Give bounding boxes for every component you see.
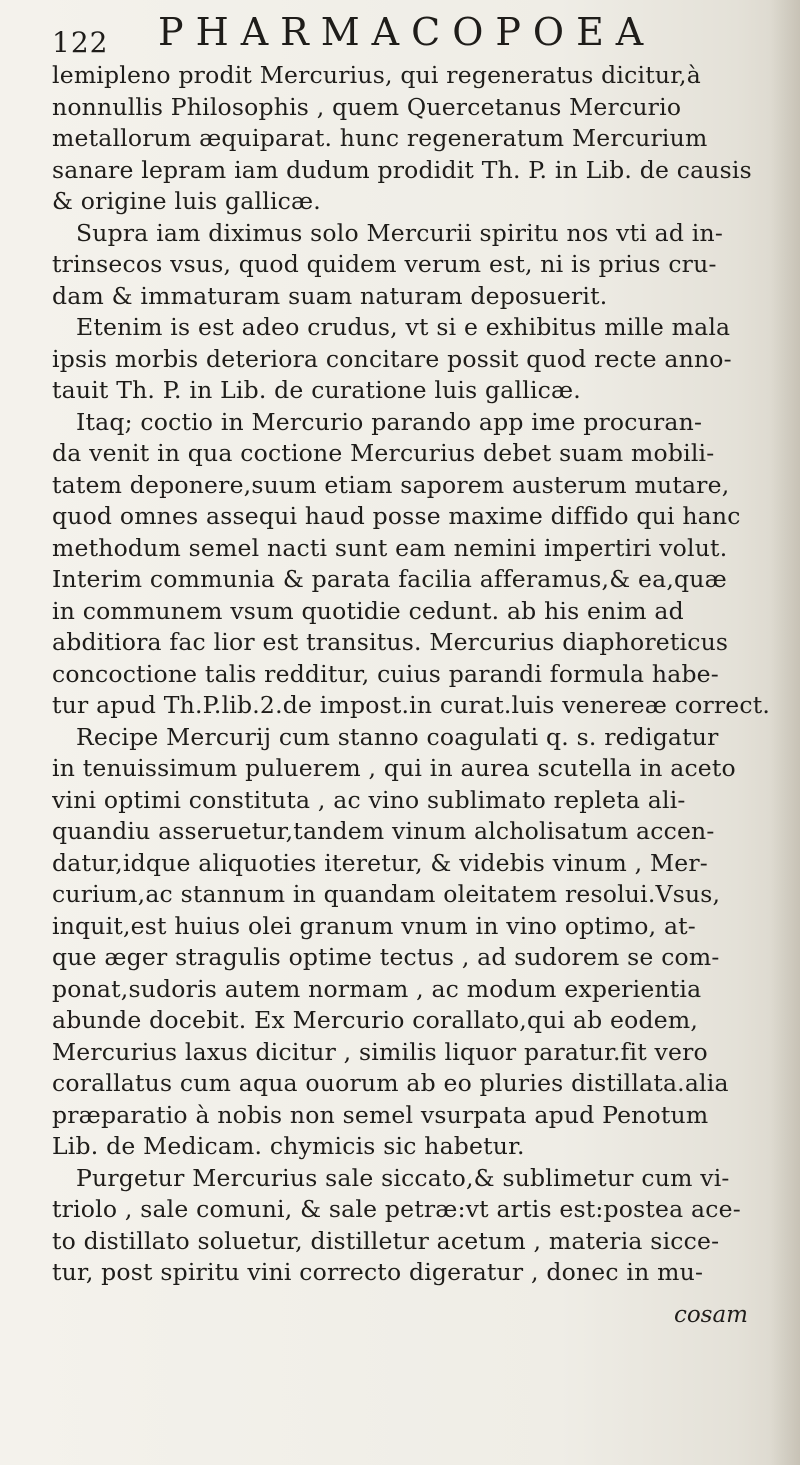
text-line: abditiora fac lior est transitus. Mercurius diaphoreticus	[52, 628, 729, 656]
text-line: abunde docebit. Ex Mercurio corallato,qui ab eodem,	[52, 1006, 698, 1034]
text-line: corallatus cum aqua ouorum ab eo pluries distillata.alia	[52, 1069, 729, 1097]
text-line: concoctione talis redditur, cuius parandi formula habe-	[52, 659, 719, 688]
text-line: da venit in qua coctione Mercurius debet suam mobili-	[52, 439, 715, 467]
text-line: triolo , sale comuni, & sale petræ:vt artis est:postea ace-	[52, 1195, 741, 1223]
text-line: curium,ac stannum in quandam oleitatem resolui.Vsus,	[52, 880, 721, 908]
text-line: ponat,sudoris autem normam , ac modum experientia	[52, 974, 702, 1003]
text-line: sanare lepram iam dudum prodidit Th. P. in Lib. de causis	[52, 155, 752, 184]
text-line: dam & immaturam suam naturam deposuerit.	[52, 281, 608, 310]
text-line: metallorum æquiparat. hunc regeneratum Mercurium	[52, 124, 708, 152]
text-line: datur,idque aliquoties iteretur, & videbis vinum , Mer-	[52, 848, 708, 877]
page-header	[52, 8, 762, 64]
running-title: PHARMACOPOEA	[158, 10, 656, 54]
text-line: nonnullis Philosophis , quem Quercetanus Mercurio	[52, 92, 682, 121]
body-text	[52, 60, 787, 1289]
page-number: 122	[52, 26, 109, 59]
text-line: tur, post spiritu vini correcto digeratur , donec in mu-	[52, 1258, 704, 1286]
text-line: tatem deponere,suum etiam saporem austerum mutare,	[52, 470, 730, 499]
text-line: præparatio à nobis non semel vsurpata apud Penotum	[52, 1100, 709, 1129]
catchword: cosam	[673, 1302, 748, 1328]
text-line: quandiu asseruetur,tandem vinum alcholisatum accen-	[52, 817, 715, 845]
text-line: quod omnes assequi haud posse maxime diffido qui hanc	[52, 502, 741, 530]
text-line: in tenuissimum puluerem , qui in aurea scutella in aceto	[52, 754, 736, 782]
text-line: Itaq; coctio in Mercurio parando app ime procuran-	[76, 407, 703, 436]
text-line: vini optimi constituta , ac vino sublimato repleta ali-	[52, 785, 686, 814]
text-line: to distillato soluetur, distilletur acetum , materia sicce-	[52, 1226, 720, 1255]
text-line: Etenim is est adeo crudus, vt si e exhibitus mille mala	[76, 313, 731, 341]
text-line: tauit Th. P. in Lib. de curatione luis gallicæ.	[52, 376, 581, 404]
text-line: Recipe Mercurij cum stanno coagulati q. s. redigatur	[76, 722, 719, 751]
text-line: que æger stragulis optime tectus , ad sudorem se com-	[52, 943, 720, 971]
text-line: tur apud Th.P.lib.2.de impost.in curat.luis venereæ correct.	[52, 691, 771, 719]
text-line: ipsis morbis deteriora concitare possit quod recte anno-	[52, 344, 732, 373]
text-line: Lib. de Medicam. chymicis sic habetur.	[52, 1132, 525, 1160]
text-line: lemipleno prodit Mercurius, qui regeneratus dicitur,à	[52, 61, 701, 89]
text-line: Supra iam diximus solo Mercurii spiritu nos vti ad in-	[76, 218, 723, 247]
text-line: in communem vsum quotidie cedunt. ab his enim ad	[52, 596, 684, 625]
text-line: inquit,est huius olei granum vnum in vino optimo, at-	[52, 911, 696, 940]
text-line: methodum semel nacti sunt eam nemini impertiri volut.	[52, 533, 728, 562]
text-line: Interim communia & parata facilia afferamus,& ea,quæ	[52, 565, 727, 593]
text-line: Mercurius laxus dicitur , similis liquor paratur.fit vero	[52, 1037, 708, 1066]
text-line: Purgetur Mercurius sale siccato,& sublimetur cum vi-	[76, 1163, 730, 1192]
text-line: trinsecos vsus, quod quidem verum est, ni is prius cru-	[52, 250, 717, 278]
text-line: & origine luis gallicæ.	[52, 187, 321, 215]
